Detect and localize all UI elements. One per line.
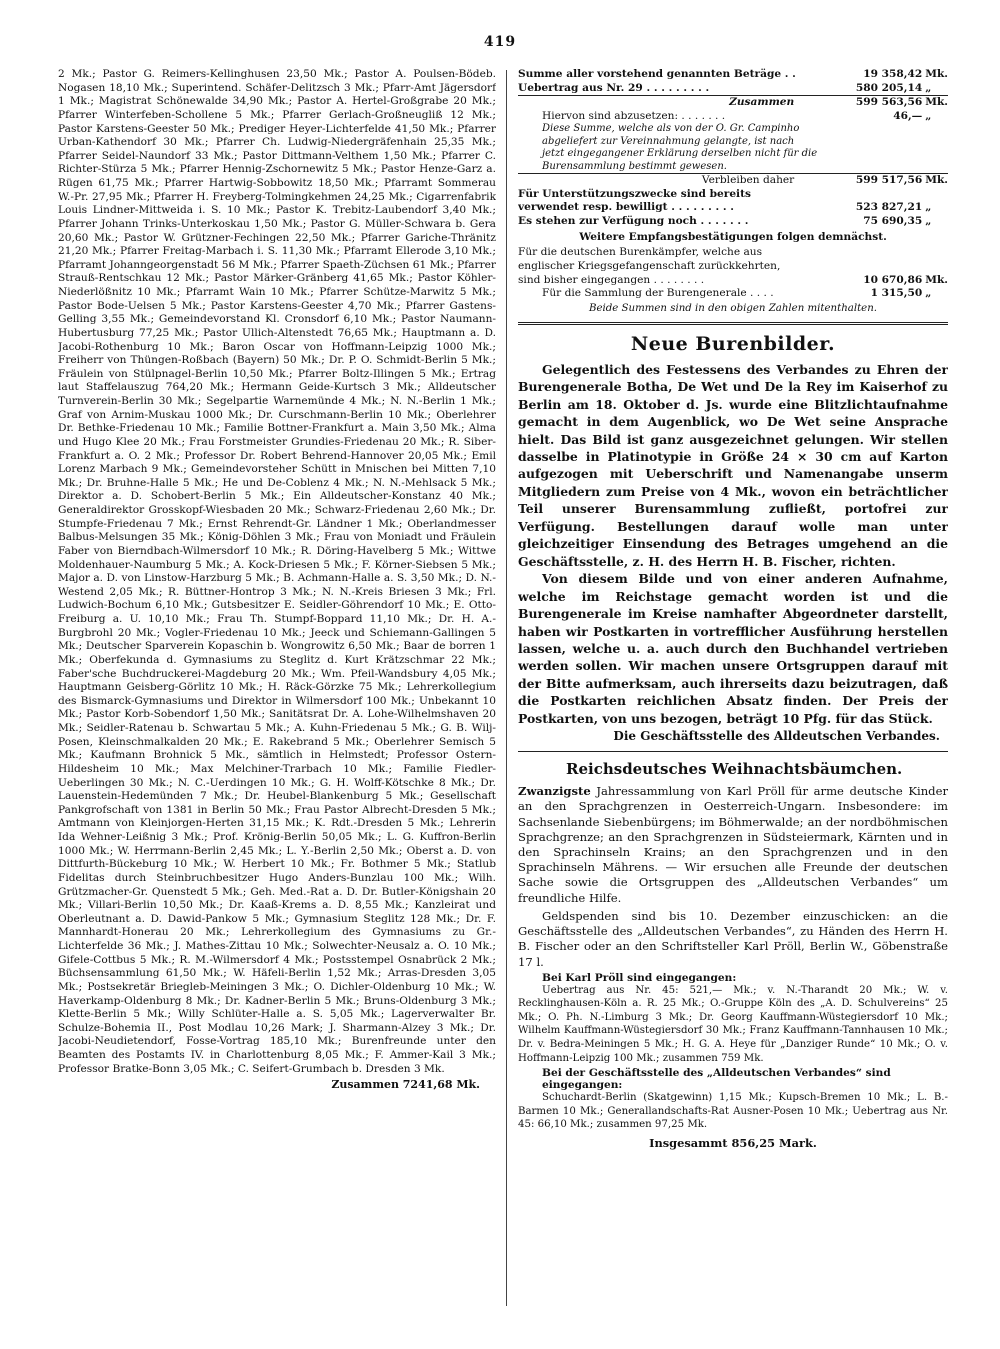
fighters-label: Für die deutschen Burenkämpfer, welche aus englischer Kriegsgefangenschaft zurückkehrten, sind bisher eingegangen . . . . . . . . <box>518 246 781 286</box>
summary-unit: Mk. <box>922 96 948 110</box>
buren-signature: Die Geschäftsstelle des Alldeutschen Verbandes. <box>613 729 940 744</box>
summary-row <box>518 82 948 96</box>
fighters-amount: 10 670,86 <box>863 273 923 286</box>
page-number: 419 <box>483 34 517 50</box>
section-rule <box>518 751 948 752</box>
weihnacht-lead: Zwanzigste <box>518 784 591 799</box>
available-amount: 75 690,35 <box>863 214 923 227</box>
available-label: Es stehen zur Verfügung noch . . . . . . . <box>518 214 749 227</box>
left-column-total: Zusammen 7241,68 Mk. <box>331 1078 480 1092</box>
summary-amount: 46,— <box>893 109 923 122</box>
summary-label: Hiervon sind abzusetzen: . . . . . . . <box>542 109 726 122</box>
buren-paragraph-1: Gelegentlich des Festessens des Verbandes zu Ehren der Burengenerale Botha, De Wet und De la Rey im Kaiserhof zu Berlin am 18. Oktober d. Js. wurde eine Blitzlichtaufnahme gemacht in dem Augenblick, wo De Wet seine Ansprache hielt. Das Bild ist ganz ausgezeichnet gelungen. Wir stellen dasselbe in Platinotypie in Größe 24 × 30 cm auf Karton aufgezogen mit Ueberschrift und Namenangabe unserm Mitgliedern zum Preise von 4 Mk., wovon ein beträchtlicher Teil unserer Burensammlung zufließt, portofrei zur Verfügung. Bestellungen darauf wolle man unter gleichzeitiger Einsendung des Betrages umgehend an die Geschäftsstelle, z. H. des Herrn H. B. Fischer, richten. <box>518 361 948 569</box>
weihnacht-sub-1: Bei Karl Pröll sind eingegangen: <box>542 971 737 984</box>
weihnacht-sub-2: Bei der Geschäftsstelle des „Alldeutschen Verbandes“ sind eingegangen: <box>542 1067 891 1092</box>
summary-amount: 580 205,14 <box>855 81 923 94</box>
buren-paragraph-2: Von diesem Bilde und von einer anderen Aufnahme, welche im Reichstage gemacht worden ist und die Burengenerale im Kreise namhafter Abgeordneter darstellt, haben wir Postkarten in vortrefflicher Ausführung herstellen lassen, welche u. a. auch durch den Buchhandel vertrieben werden sollen. Wir machen unsere Ortsgruppen darauf mit der Bitte aufmerksam, auch ihrerseits dazu beizutragen, daß die Postkarten reichlichen Absatz finden. Der Preis der Postkarten, von uns bezogen, beträgt 10 Pfg. für das Stück. <box>518 571 948 726</box>
donation-list: 2 Mk.; Pastor G. Reimers-Kellinghusen 23,50 Mk.; Pastor A. Poulsen-Bödeb. Nogasen 18,10 Mk.; Superintend. Schäfer-Delitzsch 3 Mk.; Pfarr-Amt Jägersdorf 1 Mk.; Magistrat Schönewalde 34,90 Mk.; Pastor A. Hertel-Großgrabe 20 Mk.; Pfarrer Winterfeben-Schollene 5 Mk.; Pfarrer Gerlach-Großneugliß 12 Mk.; Pastor Karstens-Geester 50 Mk.; Prediger Heyer-Lichterfelde 41,50 Mk.; Pfarrer Urban-Kathendorf 30 Mk.; Pfarrer Ch. Ludwig-Niedergräfenhain 25,35 Mk.; Pfarrer Seidel-Naundorf 33 Mk.; Pastor Dittmann-Velthem 1,50 Mk.; Pfarrer C. Richter-Stürza 5 Mk.; Pfarrer Hennig-Zschornewitz 5 Mk.; Pastor Henze-Garz a. Rügen 61,75 Mk.; Pfarrer Hartwig-Sobbowitz 18,50 Mk.; Pfarramt Sommerau W.-Pr. 27,95 Mk.; Pfarrer H. Freyberg-Tolmingkehmen 24,25 Mk.; Cigarrenfabrik Louis Lindner-Mittweida i. S. 10 Mk.; Pastor K. Trebitz-Laubendorf 3,40 Mk.; Pfarrer Johann Trinks-Unterkoskau 1,50 Mk.; Pastor G. Müller-Schwara b. Gera 20,60 Mk.; Pastor W. Grützner-Fechingen 22,50 Mk.; Pfarrer Gariche-Thränitz 21,20 Mk.; Pfarrer Freitag-Marbach i. S. 11,30 Mk.; Pfarramt Ellerode 3,10 Mk.; Pfarramt Johanngeorgenstadt 56 M Mk.; Pfarrer Spaeth-Züchsen 61 Mk.; Pfarrer Strauß-Rentschkau 12 Mk.; Pastor Märker-Gränberg 41,65 Mk.; Pastor Köhler-Niederlößnitz 10 Mk.; Pfarramt Wain 10 Mk.; Pfarrer Schütze-Marwitz 5 Mk.; Pastor Bode-Uelsen 5 Mk.; Pastor Karstens-Geester 4,70 Mk.; Pfarrer Gastens-Gelling 3,55 Mk.; Gemeindevorstand Kl. Cronsdorf 6,10 Mk.; Pastor Naumann-Hubertusburg 77,25 Mk.; Pastor Ullich-Altenstedt 76,65 Mk.; Hauptmann a. D. Jacobi-Rothenburg 10 Mk.; Baron Oscar von Hoffmann-Leipzig 1000 Mk.; Freiherr von Thüngen-Roßbach (Bayern) 50 Mk.; Dr. P. O. Schmidt-Berlin 5 Mk.; Fräulein von Stülpnagel-Berlin 10,50 Mk.; Pfarrer Boltz-Illingen 5 Mk.; Ertrag laut Staffelauszug 764,20 Mk.; Hermann Geide-Kurtsch 3 Mk.; Alldeutscher Turnverein-Berlin 30 Mk.; Segelpartie Warnemünde 4 Mk.; N. N.-Berlin 1 Mk.; Graf von Arnim-Muskau 1000 Mk.; Dr. Curschmann-Berlin 10 Mk.; Oberlehrer Dr. Bethke-Friedenau 10 Mk.; Familie Bottner-Frankfurt a. Main 3,50 Mk.; Alma und Hugo Klee 20 Mk.; Frau Forstmeister Grundies-Friedenau 20 Mk.; R. Siber-Frankfurt a. O. 2 Mk.; Professor Dr. Robert Behrend-Hannover 20,05 Mk.; Emil Lorenz Marbach 9 Mk.; Gemeindevorsteher Schütt in Mnischen bei Mitten 7,10 Mk.; Dr. Bruhne-Halle 5 Mk.; He und De-Coblenz 4 Mk.; N. N.-Mehlsack 5 Mk.; Direktor a. D. Schobert-Berlin 5 Mk.; Ein Alldeutscher-Konstanz 40 Mk.; Generaldirektor Grosskopf-Wiesbaden 20 Mk.; Schwarz-Friedenau 2,60 Mk.; Dr. Stumpfe-Friedenau 7 Mk.; Ernst Rehrendt-Gr. Ländner 1 Mk.; Oberlandmesser Balbus-Melsungen 35 Mk.; König-Döhlen 3 Mk.; Frau von Moniadt und Fräulein Faber von Bierndbach-Wilmersdorf 10 Mk.; R. Döring-Havelberg 5 Mk.; Wittwe Moldenhauer-Naumburg 5 Mk.; A. Kock-Driesen 5 Mk.; F. Körner-Siebsen 5 Mk.; Major a. D. von Linstow-Harzburg 5 Mk.; B. Achmann-Halle a. S. 3,50 Mk.; D. N.-Westend 2,05 Mk.; R. Büttner-Hontrop 3 Mk.; N. N.-Kreis Briesen 3 Mk.; Frl. Ludwich-Bochum 6,10 Mk.; Gutsbesitzer E. Seidler-Göhrendorf 10 Mk.; E. Otto-Freiburg a. U. 10,10 Mk.; Frau Th. Stumpf-Boppard 11,10 Mk.; Dr. H. A.-Burgbrohl 20 Mk.; Vogler-Friedenau 10 Mk.; Jeeck und Schiemann-Gallingen 5 Mk.; Deutscher Sparverein Kopaschin b. Wongrowitz 6,50 Mk.; Baar de borren 1 Mk.; Oberfekunda d. Gymnasiums zu Steglitz d. Kurt Krätzschmar 22 Mk.; Faber'sche Buchdruckerei-Magdeburg 20 Mk.; Wm. Pfeil-Wandsbury 4,05 Mk.; Hauptmann Geisberg-Görlitz 10 Mk.; H. Räck-Görzke 75 Mk.; Lehrerkollegium des Bismarck-Gymnasiums und Direktor in Wilmersdorf 100 Mk.; Unbekannt 10 Mk.; Pastor Korb-Sobendorf 1,50 Mk.; Sanitätsrat Dr. A. Lohe-Wilhelmshaven 20 Mk.; Seidler-Ratenau b. Schwartau 5 Mk.; A. Kuhn-Friedenau 5 Mk.; G. B. Wilj-Posen, Kleinschmalkalden 20 Mk.; E. Rakebrand 5 Mk.; Oberlehrer Semisch 5 Mk.; Kaufmann Brohnick 5 Mk., sämtlich in Helmstedt; Professor Ostern-Hildesheim 10 Mk.; Max Melchiner-Trarbach 10 Mk.; Familie Fiedler-Ueberlingen 30 Mk.; N. C.-Uerdingen 10 Mk.; G. H. Wolff-Kötschke 8 Mk.; Dr. Lauenstein-Hedemünden 7 Mk.; Dr. Heubel-Blankenburg 5 Mk.; Gesellschaft Pankgrofschaft von 1381 in Berlin 50 Mk.; Frau Pastor Albrecht-Dresden 5 Mk.; Amtmann von Kleinjorgen-Herten 31,15 Mk.; K. Rdt.-Dresden 5 Mk.; Lehrerin Ida Wehner-Leißnig 3 Mk.; Prof. Krönig-Berlin 50,05 Mk.; L. G. Kuffron-Berlin 1000 Mk.; W. Herrmann-Berlin 2,45 Mk.; L. Y.-Berlin 2,50 Mk.; Oberst a. D. von Dittfurth-Bückeburg 10 Mk.; W. Herbert 10 Mk.; Fr. Bothmer 5 Mk.; Statlub Fidelitas durch Steinbruchbesitzer Hugo Anders-Bunzlau 100 Mk.; Wilh. Grützmacher-Gr. Quenstedt 5 Mk.; Geh. Med.-Rat a. D. Dr. Butler-Königshain 20 Mk.; Villari-Berlin 10,50 Mk.; Dr. Kaaß-Krems a. D. 8,55 Mk.; Kanzleirat und Oberleutnant a. D. Dawid-Pankow 5 Mk.; Gymnasium Steglitz 128 Mk.; Dr. F. Mannhardt-Honerau 20 Mk.; Lehrerkollegium des Gymnasiums zu Gr.-Lichterfelde 36 Mk.; J. Mathes-Zittau 10 Mk.; Solwechter-Neusalz a. O. 10 Mk.; Gifele-Cottbus 5 Mk.; R. M.-Wilmersdorf 4 Mk.; Postsstempel Osnabrück 2 Mk.; Büchsensammlung 61,50 Mk.; W. Häfeli-Berlin 1,52 Mk.; Arras-Dresden 3,05 Mk.; Postsekretär Briegleb-Meiningen 3 Mk.; O. Dichler-Oldenburg 10 Mk.; W. Haverkamp-Oldenburg 8 Mk.; Dr. Kadner-Berlin 5 Mk.; Bruns-Oldenburg 3 Mk.; Klette-Berlin 5 Mk.; Willy Schlüter-Halle a. S. 5,05 Mk.; Lagerverwalter Br. Schulze-Bohemia II., Post Modlau 10,26 Mark; J. Sharmann-Alzey 3 Mk.; Dr. Jacobi-Neudietendorf, Fosse-Vortrag 185,10 Mk.; Burenfreunde unter den Beamten des Postamts IV. in Charlottenburg 8,05 Mk.; F. Ammer-Kail 3 Mk.; Professor Bratke-Bonn 3,05 Mk.; C. Seifert-Grumbach b. Dresden 3 Mk. <box>58 68 496 1075</box>
summary-row <box>518 215 948 229</box>
summary-table-3 <box>518 246 948 300</box>
summary-row <box>518 246 948 287</box>
summary-row <box>518 96 948 110</box>
summary-label: Summe aller vorstehend genannten Beträge . . <box>518 68 796 80</box>
weihnacht-paragraph-1 <box>518 784 948 906</box>
weihnacht-list-2: Schuchardt-Berlin (Skatgewinn) 1,15 Mk.; Kupsch-Bremen 10 Mk.; L. B.-Barmen 10 Mk.; Generallandschafts-Rat Ausner-Posen 10 Mk.; Uebertrag aus Nr. 45: 66,10 Mk.; zusammen 97,25 Mk. <box>518 1092 948 1131</box>
summary-row <box>518 68 948 82</box>
summary-unit: Mk. <box>925 68 948 80</box>
summary-amount: 19 358,42 <box>863 68 923 80</box>
both-sums-note: Beide Summen sind in den obigen Zahlen mitenthalten. <box>588 302 878 314</box>
left-column <box>58 68 496 1323</box>
available-unit: „ <box>925 214 932 227</box>
weihnacht-paragraph-2: Geldspenden sind bis 10. Dezember einzuschicken: an die Geschäftsstelle des „Alldeutschen Verbandes“, zu Händen des Herrn H. B. Fischer oder an den Schriftsteller Karl Pröll, Berlin W., Göbenstraße 17 l. <box>518 908 948 969</box>
generals-unit: „ <box>925 287 932 300</box>
fighters-unit: Mk. <box>925 273 948 286</box>
weihnacht-list-1: Uebertrag aus Nr. 45: 521,— Mk.; v. N.-Tharandt 20 Mk.; W. v. Recklinghausen-Köln a. R. 25 Mk.; O.-Gruppe Köln des „A. D. Schulvereins“ 25 Mk.; O. Ph. N.-Limburg 3 Mk.; Dr. Georg Kauffmann-Wüstegiersdorf 10 Mk.; Wilhelm Kauffmann-Wüstegiersdorf 30 Mk.; Franz Kauffmann-Tannhausen 10 Mk.; Dr. v. Bedra-Meiningen 5 Mk.; H. G. A. Heye für „Danziger Runde“ 10 Mk.; O. v. Hoffmann-Leipzig 100 Mk.; zusammen 759 Mk. <box>518 984 948 1064</box>
deduction-note: Diese Summe, welche als von der O. Gr. Campinho abgeliefert zur Vereinnahmung gelangte, ist nach jetzt eingegangener Erklärung derselben nicht für die Burensammlung bestimmt gewesen. <box>542 123 818 172</box>
further-notice: Weitere Empfangsbestätigungen folgen demnächst. <box>579 231 887 244</box>
remaining-amount: 599 517,56 <box>802 174 922 188</box>
summary-label: Uebertrag aus Nr. 29 . . . . . . . . . <box>518 81 710 94</box>
summary-row <box>518 188 948 215</box>
summary-table <box>518 68 948 123</box>
weihnacht-title: Reichsdeutsches Weihnachtsbäumchen. <box>566 760 903 779</box>
support-label: Für Unterstützungszwecke sind bereits verwendet resp. bewilligt . . . . . . . . . <box>518 187 751 214</box>
generals-label: Für die Sammlung der Burengenerale . . . . <box>542 287 774 300</box>
summary-table-2 <box>518 173 948 228</box>
generals-amount: 1 315,50 <box>870 287 923 300</box>
support-amount: 523 827,21 <box>855 201 923 214</box>
remaining-unit: Mk. <box>922 174 948 188</box>
remaining-label: Verbleiben daher <box>518 174 802 188</box>
weihnacht-grand-total: Insgesammt 856,25 Mark. <box>649 1136 817 1151</box>
summary-row <box>518 174 948 188</box>
summary-row <box>518 287 948 301</box>
support-unit: „ <box>925 201 932 214</box>
summary-unit: „ <box>925 81 932 94</box>
section-rule <box>518 322 948 325</box>
buren-title: Neue Burenbilder. <box>630 332 836 355</box>
summary-row <box>518 110 948 124</box>
column-divider <box>506 70 507 1306</box>
summary-unit: „ <box>925 109 932 122</box>
summary-label: Zusammen <box>518 96 802 110</box>
weihnacht-paragraph-1-text: Jahressammlung von Karl Pröll für arme deutsche Kinder an den Sprachgrenzen in Oesterreich-Ungarn. Insbesondere: im Sachsenlande Siebenbürgens; im Böhmerwalde; an der nordböhmischen Sprachgrenze; an den Sprachgrenzen in Südsteiermark, Kärnten und in den Sprachinseln Krains; an den Sprachgrenzen und in den Sprachinseln Mährens. — Wir ersuchen alle Freunde der deutschen Sache sowie die Ortsgruppen des „Alldeutschen Verbandes“ um freundliche Hilfe. <box>518 784 948 905</box>
right-column <box>518 68 948 1323</box>
summary-amount: 599 563,56 <box>802 96 922 110</box>
